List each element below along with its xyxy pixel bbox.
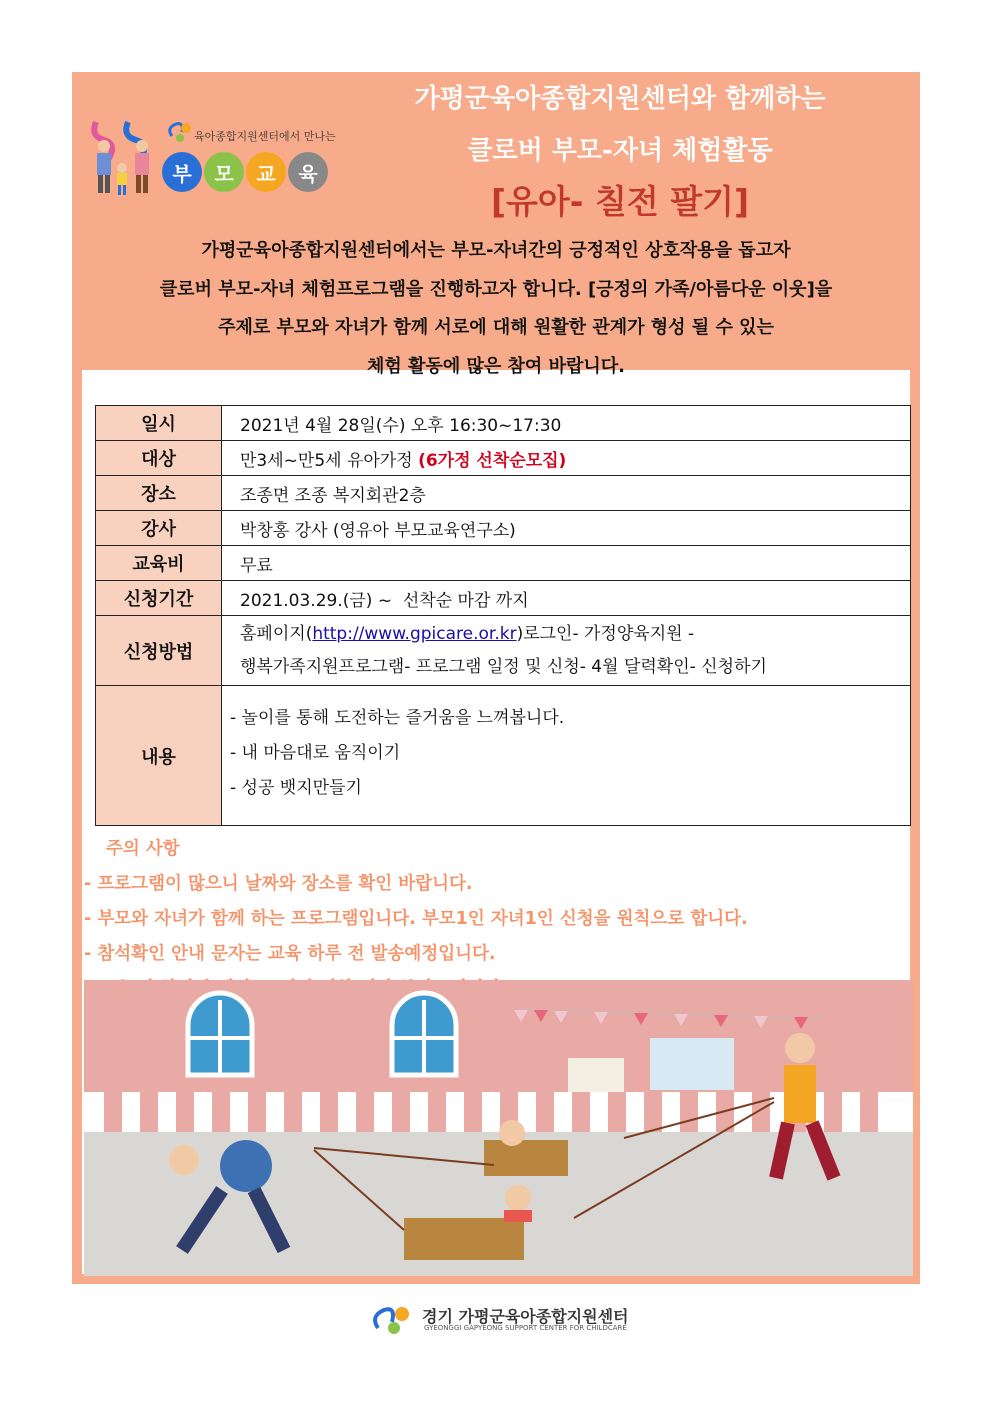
table-row <box>96 511 911 546</box>
footer-center-name: 경기 가평군육아종합지원센터 <box>422 1307 629 1326</box>
logo-char: 부 <box>162 152 202 192</box>
parent-education-logo <box>88 112 348 202</box>
homepage-link[interactable]: http://www.gpicare.or.kr <box>312 623 517 644</box>
info-table <box>95 405 911 826</box>
place-label: 장소 <box>96 476 222 511</box>
place-value: 조종면 조종 복지회관2층 <box>222 476 911 511</box>
title-line-1: 가평군육아종합지원센터와 함께하는 <box>414 84 826 114</box>
table-row <box>96 616 911 686</box>
intro-text <box>90 232 902 386</box>
family-play-illustration <box>84 980 913 1276</box>
content-item: - 놀이를 통해 도전하는 즐거움을 느껴봅니다. <box>230 708 565 728</box>
method-cell <box>222 616 911 686</box>
target-value: 만3세~만5세 유아가정 <box>240 450 413 471</box>
notice-item: - 프로그램이 많으니 날짜와 장소를 확인 바랍니다. <box>84 874 473 894</box>
content-label: 내용 <box>96 686 222 826</box>
logo-title <box>162 152 328 192</box>
family-illustration-icon <box>88 112 162 200</box>
method-suffix: )로그인- 가정양육지원 - <box>516 623 695 644</box>
table-row <box>96 546 911 581</box>
intro-line: 체험 활동에 많은 참여 바랍니다. <box>367 355 625 377</box>
method-line-2: 행복가족지원프로그램- 프로그램 일정 및 신청- 4월 달력확인- 신청하기 <box>240 656 767 677</box>
intro-line: 클로버 부모-자녀 체험프로그램을 진행하고자 합니다. [긍정의 가족/아름다운 이웃]을 <box>159 278 833 300</box>
intro-line: 주제로 부모와 자녀가 함께 서로에 대해 원활한 관계가 형성 될 수 있는 <box>218 317 774 338</box>
period-value: 2021.03.29.(금) ~ 선착순 마감 까지 <box>222 581 911 616</box>
notice-item: - 부모와 자녀가 함께 하는 프로그램입니다. 부모1인 자녀1인 신청을 원칙으로 합니다. <box>84 909 748 929</box>
footer-logo <box>370 1300 630 1340</box>
table-row <box>96 581 911 616</box>
notice-item: - 참석확인 안내 문자는 교육 하루 전 발송예정입니다. <box>84 944 496 964</box>
table-row <box>96 441 911 476</box>
period-label: 신청기간 <box>96 581 222 616</box>
notice-title: 주의 사항 <box>106 839 180 859</box>
content-cell <box>222 686 911 826</box>
fee-value: 무료 <box>222 546 911 581</box>
title-line-2: 클로버 부모-자녀 체험활동 <box>467 136 773 166</box>
logo-tagline: 육아종합지원센터에서 만나는 <box>194 130 336 143</box>
center-logo-icon <box>166 118 194 144</box>
logo-char: 교 <box>246 152 286 192</box>
logo-char: 모 <box>204 152 244 192</box>
content-item: - 성공 뱃지만들기 <box>230 778 362 798</box>
lecturer-value: 박창홍 강사 (영유아 부모교육연구소) <box>222 511 911 546</box>
method-prefix: 홈페이지( <box>240 623 313 644</box>
table-row <box>96 476 911 511</box>
center-logo-icon <box>370 1300 416 1336</box>
program-title: [유아- 칠전 팔기] <box>490 182 750 221</box>
table-row <box>96 406 911 441</box>
logo-char: 육 <box>288 152 328 192</box>
table-row <box>96 686 911 826</box>
date-label: 일시 <box>96 406 222 441</box>
content-item: - 내 마음대로 움직이기 <box>230 743 401 763</box>
lecturer-label: 강사 <box>96 511 222 546</box>
target-cell <box>222 441 911 476</box>
target-label: 대상 <box>96 441 222 476</box>
footer-center-subtitle: GYEONGGI GAPYEONG SUPPORT CENTER FOR CHILDCARE <box>424 1324 627 1332</box>
target-highlight: (6가정 선착순모집) <box>418 450 567 471</box>
fee-label: 교육비 <box>96 546 222 581</box>
intro-line: 가평군육아종합지원센터에서는 부모-자녀간의 긍정적인 상호작용을 돕고자 <box>201 240 791 261</box>
date-value: 2021년 4월 28일(수) 오후 16:30~17:30 <box>222 406 911 441</box>
method-label: 신청방법 <box>96 616 222 686</box>
